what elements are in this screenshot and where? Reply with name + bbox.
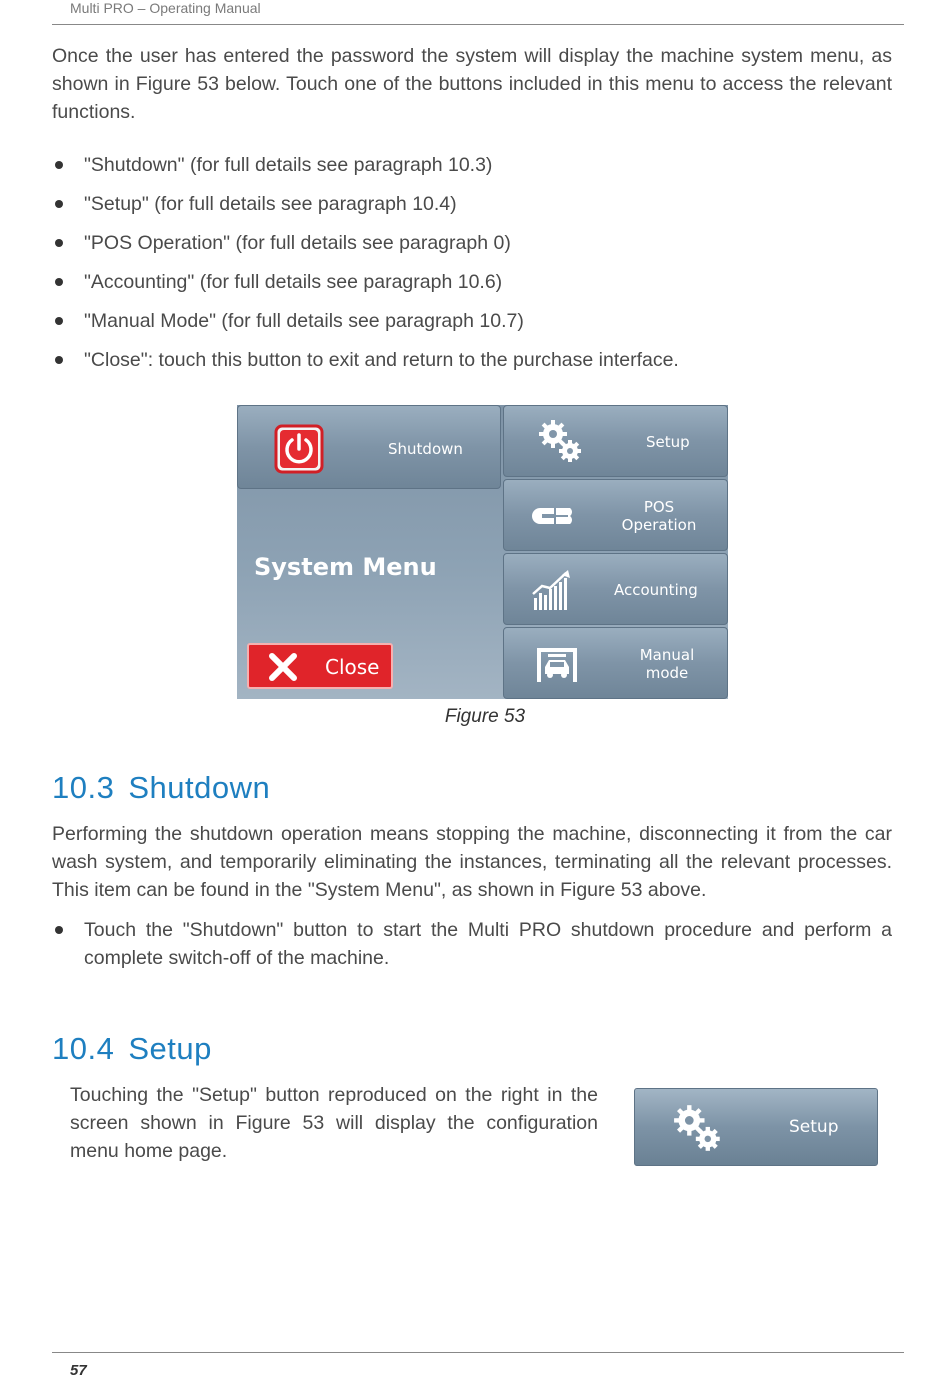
close-label: Close	[325, 655, 380, 679]
figure-caption: Figure 53	[444, 706, 526, 727]
bullet-icon	[55, 317, 63, 325]
setup-button-image	[634, 1088, 878, 1166]
footer-rule	[52, 1352, 904, 1353]
accounting-button[interactable]	[503, 553, 728, 625]
gears-icon	[671, 1103, 725, 1153]
bullet-icon	[55, 926, 63, 934]
section-heading-shutdown: 10.3 Shutdown	[52, 770, 271, 805]
system-menu-title: System Menu	[254, 553, 437, 581]
manual-mode-button[interactable]	[503, 627, 728, 699]
list-item: "Manual Mode" (for full details see paragraph 10.7)	[52, 307, 892, 335]
list-item: "POS Operation" (for full details see paragraph 0)	[52, 229, 892, 257]
function-list	[52, 151, 892, 385]
list-item: "Setup" (for full details see paragraph 10.4)	[52, 190, 892, 218]
list-item: "Close": touch this button to exit and return to the purchase interface.	[52, 346, 892, 374]
list-item: Touch the "Shutdown" button to start the Multi PRO shutdown procedure and perform a complete switch-off of the machine.	[52, 916, 892, 972]
bullet-icon	[55, 278, 63, 286]
running-header: Multi PRO – Operating Manual	[70, 0, 261, 16]
manual-mode-label: Manual mode	[639, 646, 695, 682]
shutdown-list	[52, 916, 892, 972]
chart-growth-icon	[530, 568, 574, 612]
list-item: "Shutdown" (for full details see paragraph 10.3)	[52, 151, 892, 179]
card-icon	[532, 506, 576, 526]
list-item: "Accounting" (for full details see paragraph 10.6)	[52, 268, 892, 296]
intro-paragraph: Once the user has entered the password the system will display the machine system menu, as shown in Figure 53 below. Touch one of the buttons included in this menu to access the relevant functions.	[52, 45, 892, 123]
shutdown-paragraph: Performing the shutdown operation means stopping the machine, disconnecting it from the car wash system, and temporarily eliminating the instances, terminating all the relevant processes. This item can be found in the "System Menu", as shown in Figure 53 above.	[52, 823, 892, 901]
bullet-icon	[55, 239, 63, 247]
close-button[interactable]	[247, 643, 393, 689]
car-wash-icon	[534, 644, 580, 684]
header-rule	[52, 24, 904, 25]
gears-icon	[538, 418, 584, 464]
bullet-icon	[55, 200, 63, 208]
close-icon	[267, 651, 299, 683]
setup-paragraph: Touching the "Setup" button reproduced on the right in the screen shown in Figure 53 will display the configuration menu home page.	[70, 1084, 598, 1162]
setup-label: Setup	[646, 433, 690, 451]
accounting-label: Accounting	[614, 581, 698, 599]
bullet-icon	[55, 356, 63, 364]
page-number: 57	[70, 1362, 87, 1379]
section-heading-setup: 10.4 Setup	[52, 1031, 212, 1066]
setup-button-label: Setup	[789, 1117, 839, 1137]
shutdown-label: Shutdown	[388, 440, 463, 458]
bullet-icon	[55, 161, 63, 169]
pos-operation-button[interactable]	[503, 479, 728, 551]
system-menu-screenshot	[237, 405, 728, 699]
shutdown-button[interactable]	[237, 405, 501, 489]
setup-button[interactable]	[503, 405, 728, 477]
power-icon	[274, 424, 324, 474]
pos-label: POS Operation	[621, 498, 697, 534]
